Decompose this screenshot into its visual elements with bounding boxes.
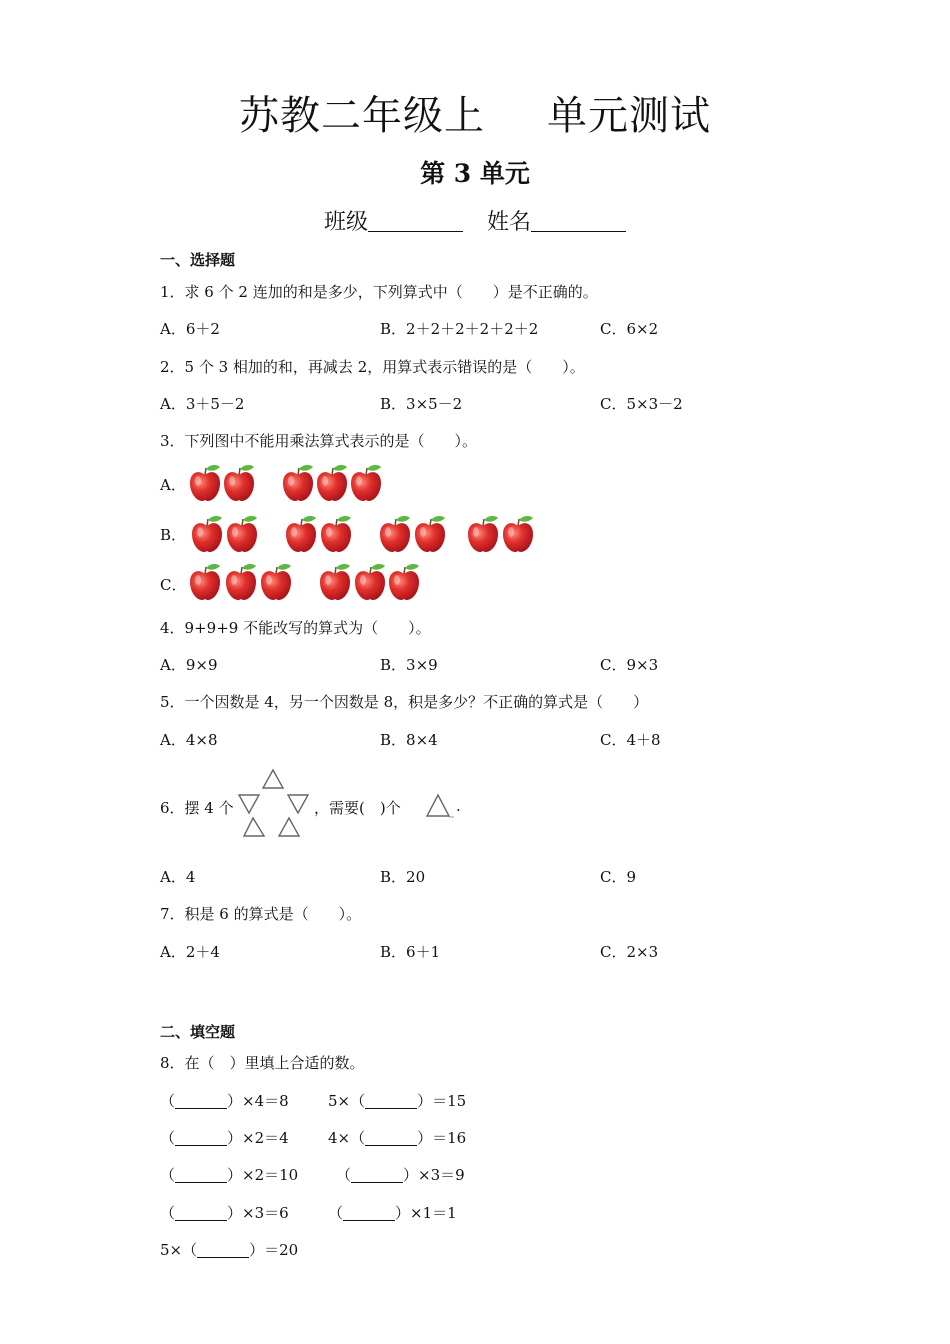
- fill-row-1-right: [328, 1090, 466, 1111]
- apple-icon: [353, 562, 387, 602]
- apple-icon: [349, 463, 383, 503]
- triangle-icon: [263, 770, 283, 788]
- q7-option-c: C．2×3: [600, 943, 659, 961]
- apple-icon: [224, 562, 258, 602]
- question-3: 3．下列图中不能用乘法算式表示的是（ ）。: [160, 432, 478, 450]
- apple-icon: [378, 514, 412, 554]
- question-2: 2．5 个 3 相加的和，再减去 2，用算式表示错误的是（ ）。: [160, 358, 585, 376]
- answer-blank[interactable]: [175, 1206, 227, 1221]
- q4-option-c: C．9×3: [600, 656, 659, 674]
- triangle-icon: [279, 818, 299, 836]
- question-6-suffix: .: [456, 797, 461, 815]
- equation-text: ）×2＝4: [227, 1129, 289, 1147]
- section-heading-fill: 二、填空题: [160, 1023, 236, 1041]
- q3-option-b: B．: [160, 526, 187, 544]
- q3-option-a: A．: [160, 476, 186, 494]
- q4-option-b: B．3×9: [380, 656, 438, 674]
- q7-option-b: B．6＋1: [380, 943, 441, 961]
- apple-icon: [413, 514, 447, 554]
- equation-text: 5×（: [328, 1092, 366, 1110]
- fill-row-4-right: [328, 1202, 457, 1223]
- answer-blank[interactable]: [343, 1206, 395, 1221]
- equation-text: ）×2＝10: [227, 1166, 299, 1184]
- class-blank[interactable]: [368, 209, 463, 232]
- paren-open: （: [336, 1166, 352, 1184]
- equation-text: ）×3＝9: [403, 1166, 465, 1184]
- answer-blank[interactable]: [175, 1168, 227, 1183]
- unit-subtitle: 第 3 单元: [420, 159, 530, 188]
- q3-option-c: C．: [160, 576, 187, 594]
- q5-option-a: A．4×8: [160, 731, 218, 749]
- q5-option-b: B．8×4: [380, 731, 438, 749]
- apple-icon: [319, 514, 353, 554]
- q4-option-a: A．9×9: [160, 656, 218, 674]
- fill-row-3-left: [160, 1164, 298, 1185]
- question-7: 7．积是 6 的算式是（ ）。: [160, 905, 362, 923]
- triangle-icon: [244, 818, 264, 836]
- question-6-prefix: 6．摆 4 个: [160, 799, 234, 817]
- q5-option-c: C．4＋8: [600, 731, 661, 749]
- q2-option-a: A．3＋5－2: [160, 395, 245, 413]
- paren-open: （: [328, 1204, 344, 1222]
- q1-option-b: B．2＋2＋2＋2＋2＋2: [380, 320, 539, 338]
- name-blank[interactable]: [531, 209, 626, 232]
- apple-icon: [281, 463, 315, 503]
- page-title: [0, 84, 950, 141]
- q7-option-a: A．2＋4: [160, 943, 220, 961]
- answer-blank[interactable]: [197, 1243, 249, 1258]
- answer-blank[interactable]: [365, 1094, 417, 1109]
- answer-blank[interactable]: [175, 1094, 227, 1109]
- apple-icon: [315, 463, 349, 503]
- apple-icon: [259, 562, 293, 602]
- q6-option-c: C．9: [600, 868, 637, 886]
- q6-option-a: A．4: [160, 868, 196, 886]
- q1-option-a: A．6＋2: [160, 320, 220, 338]
- apple-icon: [466, 514, 500, 554]
- apple-icon: [284, 514, 318, 554]
- section-heading-choice: 一、选择题: [160, 251, 236, 269]
- equation-text: ）×1＝1: [395, 1204, 457, 1222]
- equation-text: ）＝20: [249, 1241, 299, 1259]
- fill-row-4-left: [160, 1202, 289, 1223]
- apple-icon: [188, 463, 222, 503]
- q6-option-b: B．20: [380, 868, 426, 886]
- apple-icon: [225, 514, 259, 554]
- q2-option-b: B．3×5－2: [380, 395, 463, 413]
- apple-icon: [387, 562, 421, 602]
- class-label: 班级: [323, 210, 368, 235]
- equation-text: ）＝16: [417, 1129, 467, 1147]
- answer-blank[interactable]: [365, 1131, 417, 1146]
- paren-open: （: [160, 1204, 176, 1222]
- apple-icon: [318, 562, 352, 602]
- fill-row-5: [160, 1239, 298, 1260]
- triangle-icon: [420, 792, 456, 820]
- question-1: 1．求 6 个 2 连加的和是多少，下列算式中（ ）是不正确的。: [160, 283, 598, 301]
- apple-icon: [222, 463, 256, 503]
- apple-icon: [190, 514, 224, 554]
- question-8: 8．在（ ）里填上合适的数。: [160, 1054, 365, 1072]
- fill-row-3-right: [336, 1164, 465, 1185]
- title-left: 苏教二年级上: [239, 93, 485, 139]
- answer-blank[interactable]: [175, 1131, 227, 1146]
- equation-text: ）×3＝6: [227, 1204, 289, 1222]
- equation-text: 5×（: [160, 1241, 198, 1259]
- q1-option-c: C．6×2: [600, 320, 659, 338]
- fill-row-2-right: [328, 1127, 466, 1148]
- triangle-icon: [288, 795, 308, 813]
- question-5: 5．一个因数是 4，另一个因数是 8，积是多少？不正确的算式是（ ）: [160, 693, 649, 711]
- name-label: 姓名: [487, 210, 532, 235]
- triangle-icon: [239, 795, 259, 813]
- question-6-middle: ，需要( )个: [314, 799, 401, 817]
- apple-icon: [188, 562, 222, 602]
- answer-blank[interactable]: [351, 1168, 403, 1183]
- student-info-line: [0, 205, 950, 236]
- apple-icon: [501, 514, 535, 554]
- equation-text: 4×（: [328, 1129, 366, 1147]
- question-4: 4．9+9+9 不能改写的算式为（ ）。: [160, 619, 431, 637]
- paren-open: （: [160, 1129, 176, 1147]
- equation-text: ）＝15: [417, 1092, 467, 1110]
- paren-open: （: [160, 1092, 176, 1110]
- q2-option-c: C．5×3－2: [600, 395, 683, 413]
- fill-row-2-left: [160, 1127, 289, 1148]
- equation-text: ）×4＝8: [227, 1092, 289, 1110]
- triangle-ring-figure: [236, 766, 312, 842]
- title-right: 单元测试: [547, 93, 711, 139]
- paren-open: （: [160, 1166, 176, 1184]
- fill-row-1-left: [160, 1090, 289, 1111]
